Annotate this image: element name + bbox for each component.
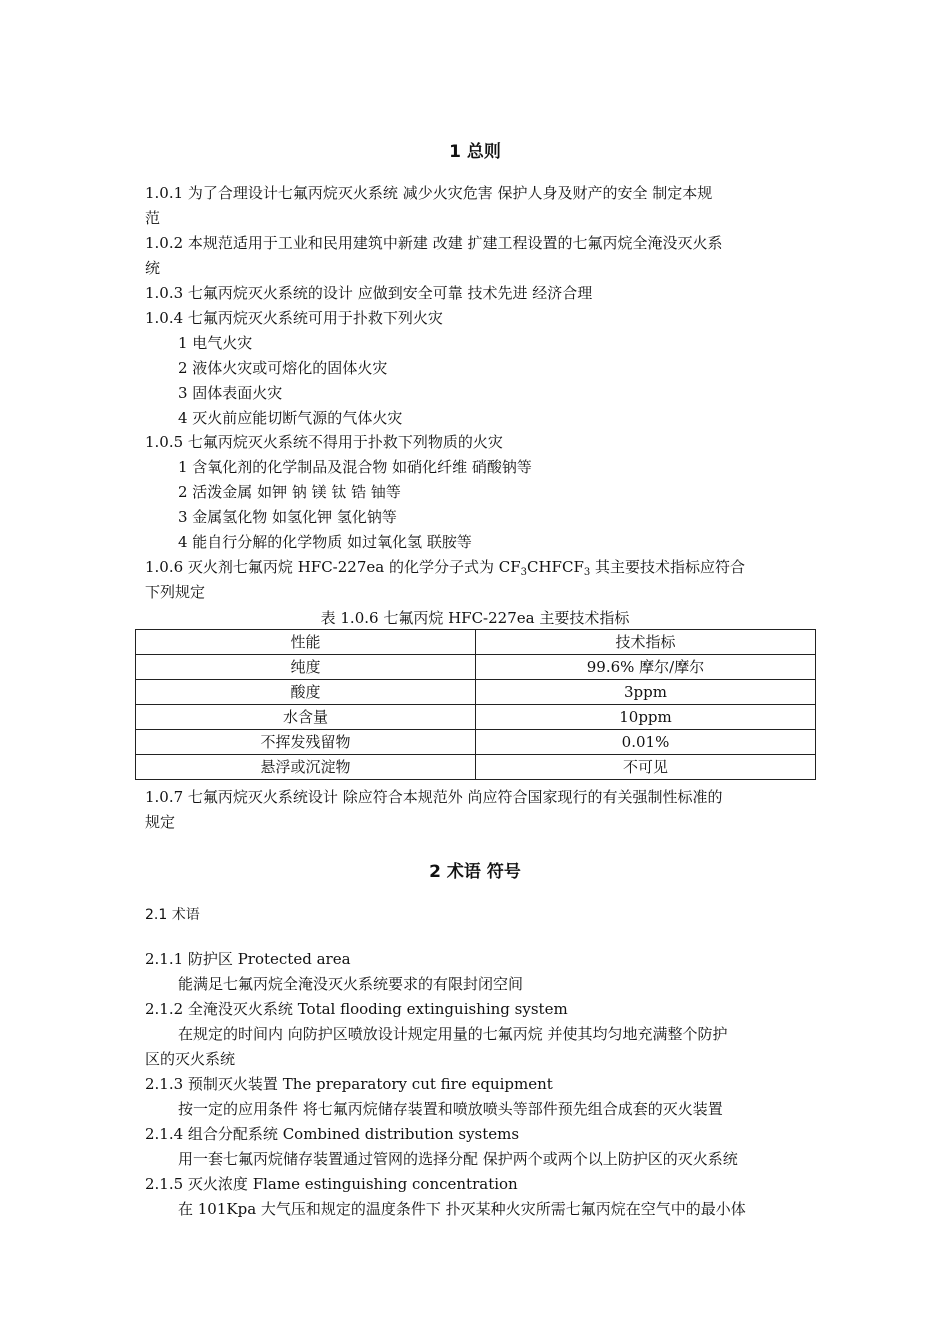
clause-1-0-7-line-2: 规定 [145,813,176,831]
table-cell: 10ppm [476,705,816,730]
table-row [136,705,816,730]
term-body: 用一套七氟丙烷储存装置通过管网的选择分配 保护两个或两个以上防护区的灭火系统 [178,1150,738,1168]
clause-1-0-4-item: 2 液体火灾或可熔化的固体火灾 [178,359,388,377]
term-head: 2.1.1 防护区 Protected area [145,950,351,968]
clause-1-0-5-item: 4 能自行分解的化学物质 如过氧化氢 联胺等 [178,533,472,551]
table-header-row [136,630,816,655]
clause-1-0-5-item: 3 金属氢化物 如氢化钾 氢化钠等 [178,508,397,526]
clause-1-0-4-item: 1 电气火灾 [178,334,253,352]
table-row [136,680,816,705]
clause-1-0-6-line-1 [145,557,745,577]
subscript: 3 [520,567,527,578]
table-cell: 0.01% [476,730,816,755]
clause-1-0-3: 1.0.3 七氟丙烷灭火系统的设计 应做到安全可靠 技术先进 经济合理 [145,284,593,302]
table-header-cell: 性能 [136,630,476,655]
table-cell: 不挥发残留物 [136,730,476,755]
formula-suffix: 其主要技术指标应符合 [590,558,746,576]
clause-1-0-1-line-2: 范 [145,209,161,227]
term-body: 区的灭火系统 [145,1050,236,1068]
table-row [136,655,816,680]
formula-middle: CHFCF [527,558,584,576]
section-2-1-title: 2.1 术语 [145,907,200,923]
table-header-cell: 技术指标 [476,630,816,655]
table-cell: 纯度 [136,655,476,680]
term-head: 2.1.2 全淹没灭火系统 Total flooding extinguishing system [145,1000,568,1018]
clause-1-0-2-line-1: 1.0.2 本规范适用于工业和民用建筑中新建 改建 扩建工程设置的七氟丙烷全淹没灭火系 [145,234,723,252]
table-cell: 不可见 [476,755,816,780]
term-body: 按一定的应用条件 将七氟丙烷储存装置和喷放喷头等部件预先组合成套的灭火装置 [178,1100,723,1118]
spec-table [135,629,816,780]
term-head: 2.1.5 灭火浓度 Flame estinguishing concentration [145,1175,518,1193]
formula-prefix: 1.0.6 灭火剂七氟丙烷 HFC-227ea 的化学分子式为 CF [145,558,521,576]
clause-1-0-1-line-1: 1.0.1 为了合理设计七氟丙烷灭火系统 减少火灾危害 保护人身及财产的安全 制定本规 [145,184,713,202]
clause-1-0-5-item: 2 活泼金属 如钾 钠 镁 钛 锆 铀等 [178,483,401,501]
table-row [136,755,816,780]
clause-1-0-7-line-1: 1.0.7 七氟丙烷灭火系统设计 除应符合本规范外 尚应符合国家现行的有关强制性标准的 [145,788,723,806]
table-cell: 酸度 [136,680,476,705]
table-row [136,730,816,755]
term-body: 在 101Kpa 大气压和规定的温度条件下 扑灭某种火灾所需七氟丙烷在空气中的最小体 [178,1200,746,1218]
table-cell: 99.6% 摩尔/摩尔 [476,655,816,680]
table-cell: 水含量 [136,705,476,730]
clause-1-0-5-lead: 1.0.5 七氟丙烷灭火系统不得用于扑救下列物质的火灾 [145,433,503,451]
term-body: 在规定的时间内 向防护区喷放设计规定用量的七氟丙烷 并使其均匀地充满整个防护 [178,1025,728,1043]
term-head: 2.1.4 组合分配系统 Combined distribution systems [145,1125,520,1143]
clause-1-0-4-lead: 1.0.4 七氟丙烷灭火系统可用于扑救下列火灾 [145,309,443,327]
clause-1-0-5-item: 1 含氧化剂的化学制品及混合物 如硝化纤维 硝酸钠等 [178,458,532,476]
table-cell: 3ppm [476,680,816,705]
chapter-1-title: 1 总则 [449,142,501,162]
clause-1-0-2-line-2: 统 [145,259,161,277]
chapter-2-title: 2 术语 符号 [429,862,521,882]
subscript: 3 [583,567,591,578]
table-cell: 悬浮或沉淀物 [136,755,476,780]
clause-1-0-6-line-2: 下列规定 [145,583,206,601]
clause-1-0-4-item: 3 固体表面火灾 [178,384,283,402]
clause-1-0-4-item: 4 灭火前应能切断气源的气体火灾 [178,409,403,427]
term-body: 能满足七氟丙烷全淹没灭火系统要求的有限封闭空间 [178,975,524,993]
table-caption: 表 1.0.6 七氟丙烷 HFC-227ea 主要技术指标 [320,609,630,627]
term-head: 2.1.3 预制灭火装置 The preparatory cut fire equipment [145,1075,553,1093]
